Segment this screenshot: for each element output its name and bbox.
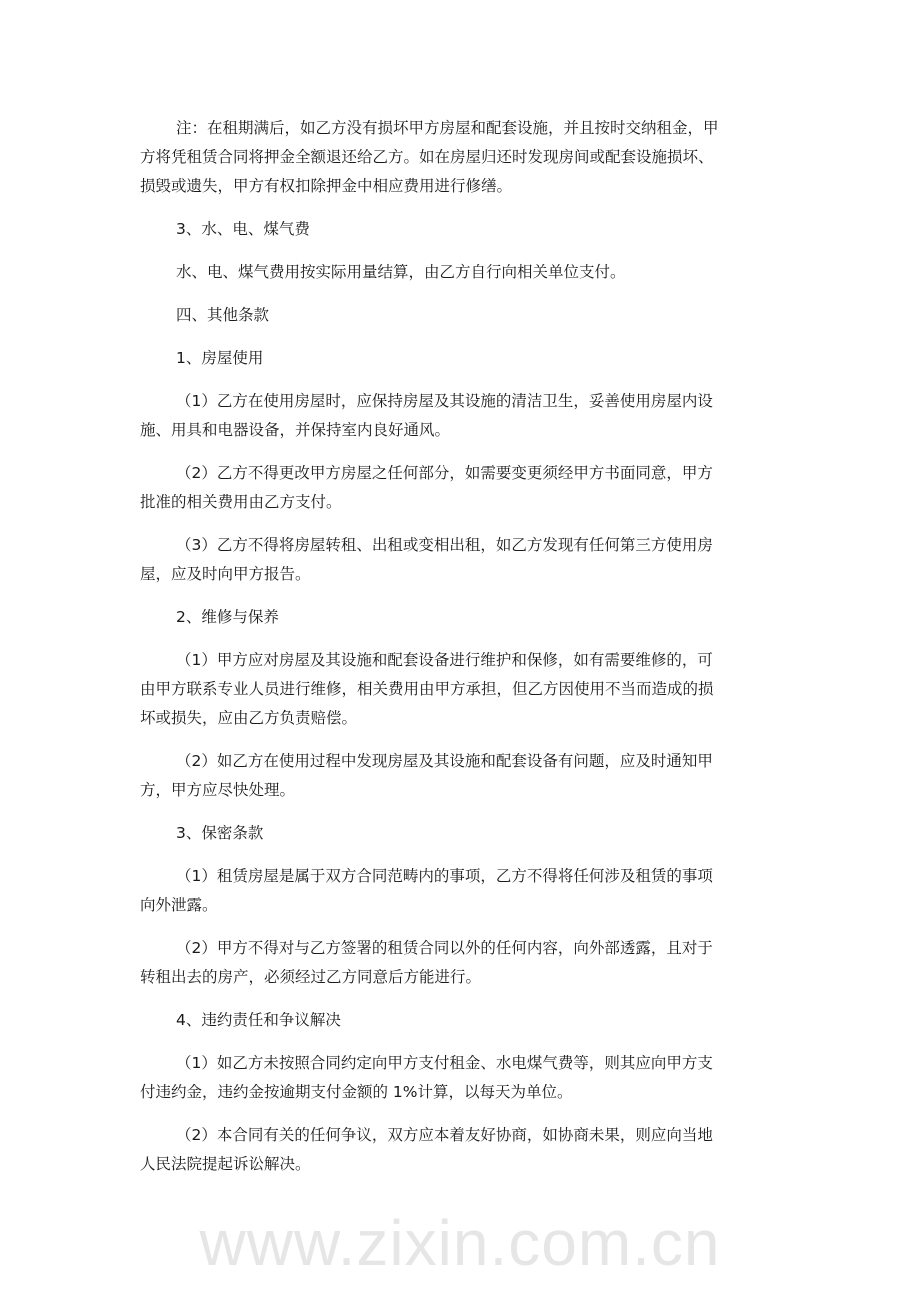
paragraph [140,114,800,201]
text-line: 向外泄露。 [140,896,218,914]
text-line: 1、房屋使用 [176,349,264,367]
text-line: （1）如乙方未按照合同约定向甲方支付租金、水电煤气费等，则其应向甲方支 [176,1054,713,1072]
text-line: （3）乙方不得将房屋转租、出租或变相出租，如乙方发现有任何第三方使用房 [176,536,713,554]
paragraph [140,531,800,589]
paragraph [140,934,800,992]
paragraph [140,747,800,805]
text-line: 付违约金，违约金按逾期支付金额的 1%计算，以每天为单位。 [140,1083,573,1101]
text-line: 4、违约责任和争议解决 [176,1011,341,1029]
paragraph [140,1121,800,1179]
paragraph [140,215,800,244]
paragraph [140,301,800,330]
text-line: （2）甲方不得对与乙方签署的租赁合同以外的任何内容，向外部透露，且对于 [176,939,713,957]
paragraph [140,646,800,733]
text-line: 注：在租期满后，如乙方没有损坏甲方房屋和配套设施，并且按时交纳租金，甲 [176,119,719,137]
paragraph [140,1049,800,1107]
text-line: 四、其他条款 [176,306,270,324]
text-line: 批准的相关费用由乙方支付。 [140,493,342,511]
paragraph [140,459,800,517]
text-line: （2）本合同有关的任何争议，双方应本着友好协商，如协商未果，则应向当地 [176,1126,713,1144]
text-line: 损毁或遗失，甲方有权扣除押金中相应费用进行修缮。 [140,177,513,195]
text-line: 方将凭租赁合同将押金全额退还给乙方。如在房屋归还时发现房间或配套设施损坏、 [140,148,714,166]
text-line: 人民法院提起诉讼解决。 [140,1155,311,1173]
text-line: 3、水、电、煤气费 [176,220,310,238]
text-line: （2）如乙方在使用过程中发现房屋及其设施和配套设备有问题，应及时通知甲 [176,752,713,770]
text-line: 由甲方联系专业人员进行维修，相关费用由甲方承担，但乙方因使用不当而造成的损 [140,680,714,698]
text-line: 转租出去的房产，必须经过乙方同意后方能进行。 [140,968,482,986]
paragraph [140,344,800,373]
text-line: （1）甲方应对房屋及其设施和配套设备进行维护和保修，如有需要维修的，可 [176,651,713,669]
paragraph [140,819,800,848]
text-line: 屋，应及时向甲方报告。 [140,565,311,583]
paragraph [140,387,800,445]
text-line: （1）租赁房屋是属于双方合同范畴内的事项，乙方不得将任何涉及租赁的事项 [176,867,713,885]
document-body [140,114,800,1193]
text-line: 2、维修与保养 [176,608,279,626]
paragraph [140,603,800,632]
text-line: （2）乙方不得更改甲方房屋之任何部分，如需要变更须经甲方书面同意，甲方 [176,464,713,482]
text-line: 水、电、煤气费用按实际用量结算，由乙方自行向相关单位支付。 [176,263,626,281]
text-line: 施、用具和电器设备，并保持室内良好通风。 [140,421,451,439]
paragraph [140,258,800,287]
text-line: 3、保密条款 [176,824,264,842]
text-line: 坏或损失，应由乙方负责赔偿。 [140,709,358,727]
text-line: （1）乙方在使用房屋时，应保持房屋及其设施的清洁卫生，妥善使用房屋内设 [176,392,713,410]
paragraph [140,1006,800,1035]
watermark: www.zixin.com.cn [199,1207,721,1279]
text-line: 方，甲方应尽快处理。 [140,781,296,799]
paragraph [140,862,800,920]
